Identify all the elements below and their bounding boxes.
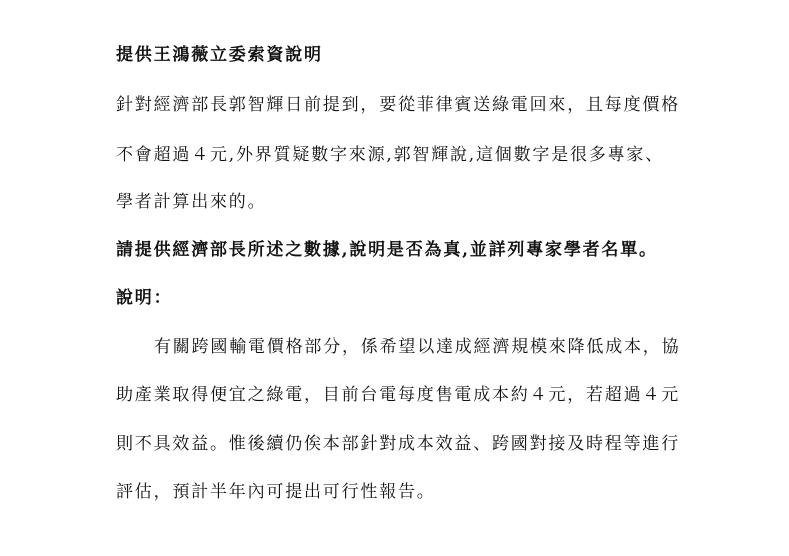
document-title: 提供王鴻薇立委索資說明 — [116, 45, 323, 65]
explanation-label: 說明： — [116, 288, 173, 308]
explanation-line-2: 助產業取得便宜之綠電，目前台電每度售電成本約４元，若超過４元 — [116, 385, 680, 405]
explanation-line-1: 有關跨國輸電價格部分，係希望以達成經濟規模來降低成本，協 — [154, 337, 681, 357]
explanation-line-3: 則不具效益。惟後續仍俟本部針對成本效益、跨國對接及時程等進行 — [116, 434, 680, 454]
explanation-line-4: 評估，預計半年內可提出可行性報告。 — [116, 482, 436, 502]
question-line-3: 學者計算出來的。 — [116, 192, 267, 212]
question-line-1: 針對經濟部長郭智輝日前提到，要從菲律賓送綠電回來，且每度價格 — [116, 95, 680, 115]
question-line-2: 不會超過４元,外界質疑數字來源,郭智輝說,這個數字是很多專家、 — [116, 145, 665, 165]
request-text: 請提供經濟部長所述之數據,說明是否為真,並詳列專家學者名單。 — [116, 240, 658, 260]
